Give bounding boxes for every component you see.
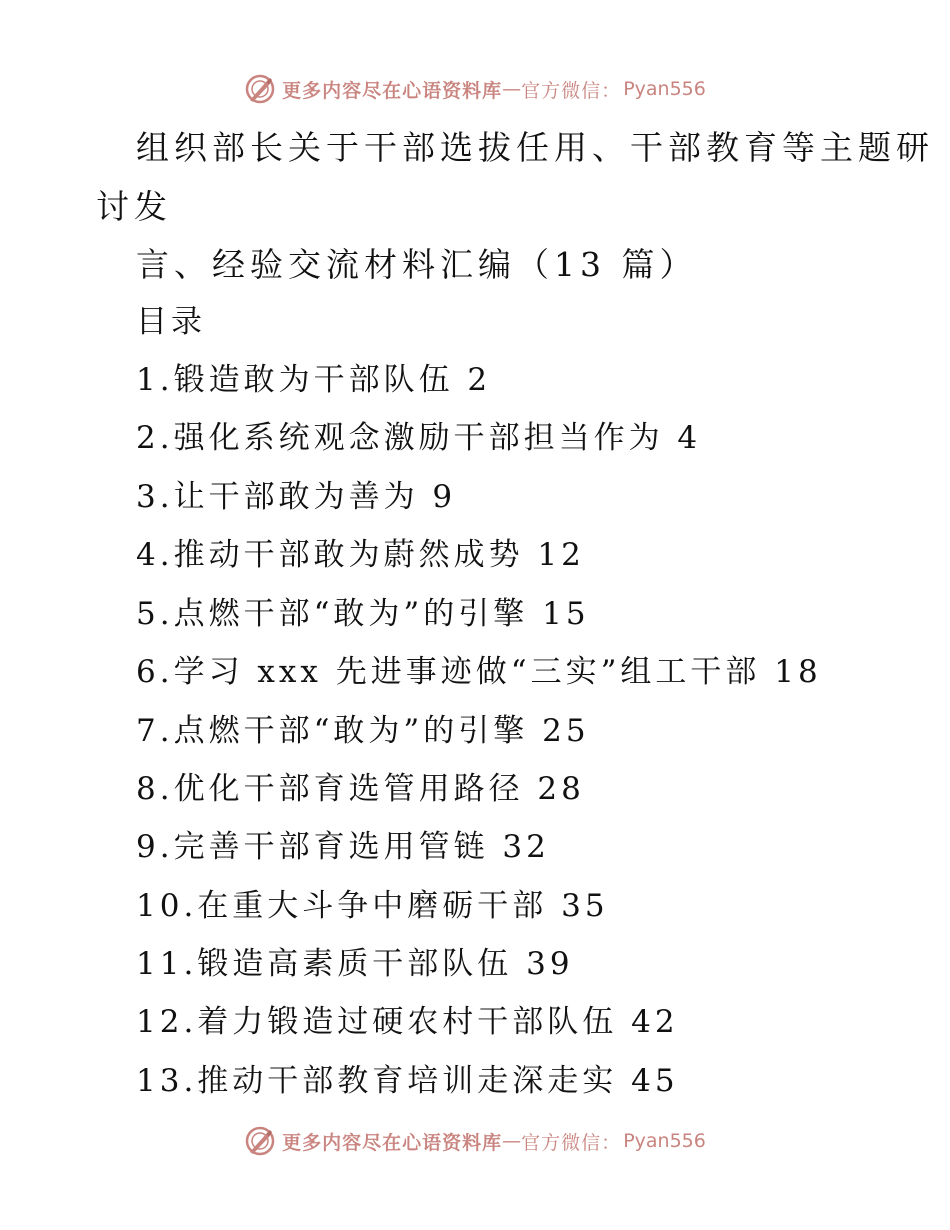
toc-item: 11.锻造高素质干部队伍 39 (136, 946, 574, 982)
watermark-brand: 更多内容尽在心语资料库 (282, 1131, 503, 1154)
pen-seal-logo-icon (244, 1125, 276, 1157)
toc-item: 3.让干部敢为善为 9 (136, 479, 457, 515)
watermark-header (0, 69, 950, 109)
toc-item: 1.锻造敢为干部队伍 2 (136, 362, 492, 398)
toc-item: 2.强化系统观念激励干部担当作为 4 (136, 420, 702, 456)
toc-item: 8.优化干部育选管用路径 28 (136, 771, 585, 807)
watermark-footer (0, 1121, 950, 1161)
document-title-line-1: 组织部长关于干部选拔任用、干部教育等主题研 (136, 128, 934, 167)
toc-item: 12.着力锻造过硬农村干部队伍 42 (136, 1004, 679, 1040)
toc-item: 5.点燃干部“敢为”的引擎 15 (136, 596, 590, 632)
toc-item: 4.推动干部敢为蔚然成势 12 (136, 537, 585, 573)
watermark-separator: — (502, 78, 522, 100)
toc-item: 10.在重大斗争中磨砺干部 35 (136, 888, 609, 924)
watermark-brand: 更多内容尽在心语资料库 (282, 79, 503, 102)
toc-item: 7.点燃干部“敢为”的引擎 25 (136, 713, 590, 749)
document-title-line-2: 讨发 (96, 187, 172, 226)
watermark-contact-label: 官方微信： (521, 1131, 622, 1154)
toc-item: 13.推动干部教育培训走深走实 45 (136, 1063, 679, 1099)
watermark-separator: — (502, 1130, 522, 1152)
watermark-account: Pyan556 (623, 78, 706, 100)
toc-item: 6.学习 xxx 先进事迹做“三实”组工干部 18 (136, 654, 822, 690)
watermark-account: Pyan556 (623, 1130, 706, 1152)
toc-item: 9.完善干部育选用管链 32 (136, 829, 550, 865)
pen-seal-logo-icon (244, 73, 276, 105)
watermark-contact-label: 官方微信： (521, 79, 622, 102)
toc-heading: 目录 (136, 304, 206, 340)
document-title-line-3: 言、经验交流材料汇编（13 篇） (136, 245, 698, 284)
